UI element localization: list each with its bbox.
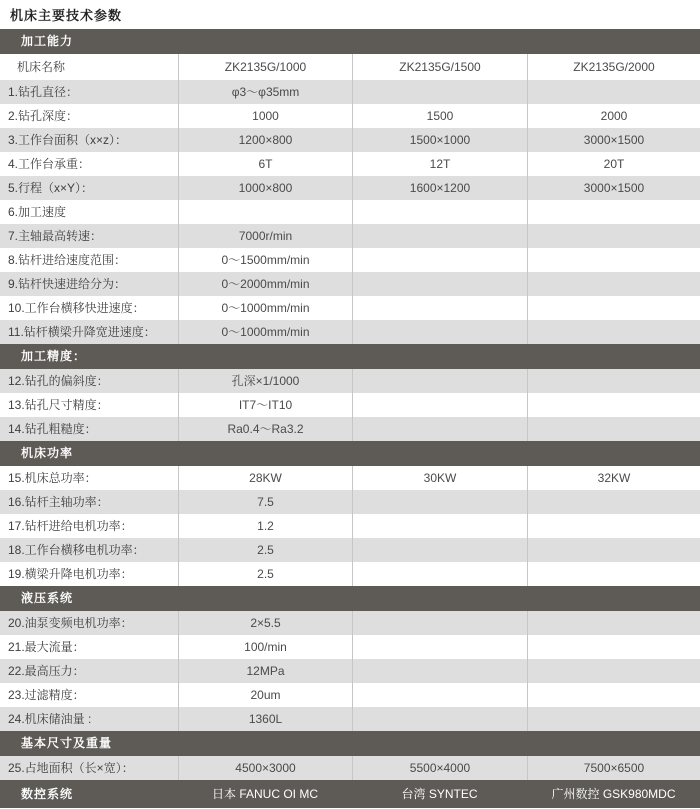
row-value: 2.5 <box>178 562 352 586</box>
row-label: 20.油泵变频电机功率： <box>8 616 133 630</box>
row-value <box>527 272 700 296</box>
row-value: 32KW <box>527 466 700 490</box>
row-value <box>352 417 527 441</box>
table-row <box>0 659 700 683</box>
row-value: 1000 <box>178 104 352 128</box>
section-header: 机床功率 <box>0 441 700 466</box>
row-value: 12T <box>352 152 527 176</box>
row-value <box>527 417 700 441</box>
row-value: 28KW <box>178 466 352 490</box>
table-row <box>0 176 700 200</box>
row-label: 7.主轴最高转速： <box>8 229 103 243</box>
row-label: 10.工作台横移快进速度： <box>8 301 145 315</box>
row-value: 1200×800 <box>178 128 352 152</box>
row-value: 3000×1500 <box>527 176 700 200</box>
row-value: 1360L <box>178 707 352 731</box>
table-row <box>0 248 700 272</box>
row-value <box>352 393 527 417</box>
row-value: ZK2135G/1000 <box>178 54 352 80</box>
row-label: 22.最高压力： <box>8 664 85 678</box>
row-value <box>527 369 700 393</box>
row-value: IT7～IT10 <box>178 393 352 417</box>
table-row <box>0 54 700 80</box>
table-row <box>0 128 700 152</box>
row-value <box>527 320 700 344</box>
row-value: Ra0.4～Ra3.2 <box>178 417 352 441</box>
table-row <box>0 200 700 224</box>
table-row <box>0 80 700 104</box>
row-label: 3.工作台面积（x×z）： <box>8 133 128 147</box>
row-label: 15.机床总功率： <box>8 471 97 485</box>
section-header: 加工能力 <box>0 29 700 54</box>
row-value <box>527 393 700 417</box>
row-value <box>527 611 700 635</box>
row-label: 21.最大流量： <box>8 640 85 654</box>
row-value <box>352 683 527 707</box>
row-label: 18.工作台横移电机功率： <box>8 543 145 557</box>
row-value: 1.2 <box>178 514 352 538</box>
row-label: 13.钻孔尺寸精度： <box>8 398 109 412</box>
row-value <box>352 80 527 104</box>
row-value <box>352 611 527 635</box>
row-label: 8.钻杆进给速度范围： <box>8 253 127 267</box>
row-value <box>352 562 527 586</box>
table-row <box>0 272 700 296</box>
row-value <box>352 538 527 562</box>
row-value <box>527 224 700 248</box>
page-title: 机床主要技术参数 <box>10 8 123 23</box>
cnc-system-value: 日本 FANUC OI MC <box>211 787 318 801</box>
row-label: 17.钻杆进给电机功率： <box>8 519 133 533</box>
spec-table <box>0 29 700 780</box>
row-value <box>352 369 527 393</box>
table-row <box>0 393 700 417</box>
row-value: 0～1000mm/min <box>178 320 352 344</box>
row-value <box>352 514 527 538</box>
row-value: 1500 <box>352 104 527 128</box>
row-label: 12.钻孔的偏斜度： <box>8 374 109 388</box>
table-row <box>0 756 700 780</box>
table-row <box>0 514 700 538</box>
section-header: 基本尺寸及重量 <box>0 731 700 756</box>
row-value <box>352 248 527 272</box>
row-value <box>178 200 352 224</box>
row-value <box>527 514 700 538</box>
row-value: 4500×3000 <box>178 756 352 780</box>
row-value <box>352 296 527 320</box>
row-value <box>527 538 700 562</box>
row-value: 0～1000mm/min <box>178 296 352 320</box>
row-value: 1000×800 <box>178 176 352 200</box>
row-value: 20T <box>527 152 700 176</box>
row-value <box>527 80 700 104</box>
row-value <box>527 296 700 320</box>
row-value: 2.5 <box>178 538 352 562</box>
table-row <box>0 417 700 441</box>
table-row <box>0 466 700 490</box>
table-row <box>0 152 700 176</box>
row-value: 12MPa <box>178 659 352 683</box>
row-value: 5500×4000 <box>352 756 527 780</box>
table-row <box>0 490 700 514</box>
table-row <box>0 538 700 562</box>
row-value <box>527 248 700 272</box>
row-value: 100/min <box>178 635 352 659</box>
row-value: ZK2135G/2000 <box>527 54 700 80</box>
row-label: 11.钻杆横梁升降宽进速度： <box>8 325 156 339</box>
table-row <box>0 296 700 320</box>
cnc-system-value: 台湾 SYNTEC <box>401 787 478 801</box>
row-value <box>352 272 527 296</box>
row-label: 19.横梁升降电机功率： <box>8 567 133 581</box>
row-value <box>527 635 700 659</box>
section-header: 液压系统 <box>0 586 700 611</box>
table-row <box>0 611 700 635</box>
row-value <box>352 659 527 683</box>
row-value <box>527 200 700 224</box>
row-value <box>527 562 700 586</box>
row-label: 5.行程（x×Y）： <box>8 181 94 195</box>
row-label: 25.占地面积（长×宽）： <box>8 761 134 775</box>
table-row <box>0 683 700 707</box>
row-value: 2×5.5 <box>178 611 352 635</box>
row-value: ZK2135G/1500 <box>352 54 527 80</box>
table-row <box>0 104 700 128</box>
table-row <box>0 369 700 393</box>
row-value: 0～2000mm/min <box>178 272 352 296</box>
row-value <box>352 707 527 731</box>
table-row <box>0 320 700 344</box>
row-value: 0～1500mm/min <box>178 248 352 272</box>
row-value: 6T <box>178 152 352 176</box>
row-value <box>527 707 700 731</box>
row-label: 24.机床储油量 : <box>8 712 92 726</box>
row-value <box>352 635 527 659</box>
table-row <box>0 707 700 731</box>
row-value <box>352 224 527 248</box>
row-value <box>527 490 700 514</box>
row-value <box>352 200 527 224</box>
row-value: 7500×6500 <box>527 756 700 780</box>
row-value: 30KW <box>352 466 527 490</box>
row-value <box>352 490 527 514</box>
table-row <box>0 224 700 248</box>
table-row <box>0 635 700 659</box>
cnc-system-value: 广州数控 GSK980MDC <box>551 787 676 801</box>
row-value: 孔深×1/1000 <box>178 369 352 393</box>
cnc-system-label: 数控系统 <box>21 787 74 801</box>
row-label: 6.加工速度 <box>8 205 67 219</box>
row-value <box>527 659 700 683</box>
row-value: 1600×1200 <box>352 176 527 200</box>
table-row <box>0 562 700 586</box>
row-label: 9.钻杆快速进给分为： <box>8 277 127 291</box>
row-label: 14.钻孔粗糙度： <box>8 422 97 436</box>
row-label: 16.钻杆主轴功率： <box>8 495 109 509</box>
row-label: 23.过滤精度： <box>8 688 85 702</box>
section-header: 加工精度： <box>0 344 700 369</box>
row-label: 1.钻孔直径： <box>8 85 79 99</box>
row-value <box>352 320 527 344</box>
row-value: 3000×1500 <box>527 128 700 152</box>
row-value: 2000 <box>527 104 700 128</box>
row-label: 4.工作台承重： <box>8 157 91 171</box>
row-value: 7.5 <box>178 490 352 514</box>
row-label: 机床名称 <box>17 60 66 74</box>
row-value: 20um <box>178 683 352 707</box>
row-value <box>527 683 700 707</box>
row-value: 7000r/min <box>178 224 352 248</box>
cnc-system-row <box>0 780 700 808</box>
row-value: φ3～φ35mm <box>178 80 352 104</box>
row-value: 1500×1000 <box>352 128 527 152</box>
row-label: 2.钻孔深度： <box>8 109 79 123</box>
